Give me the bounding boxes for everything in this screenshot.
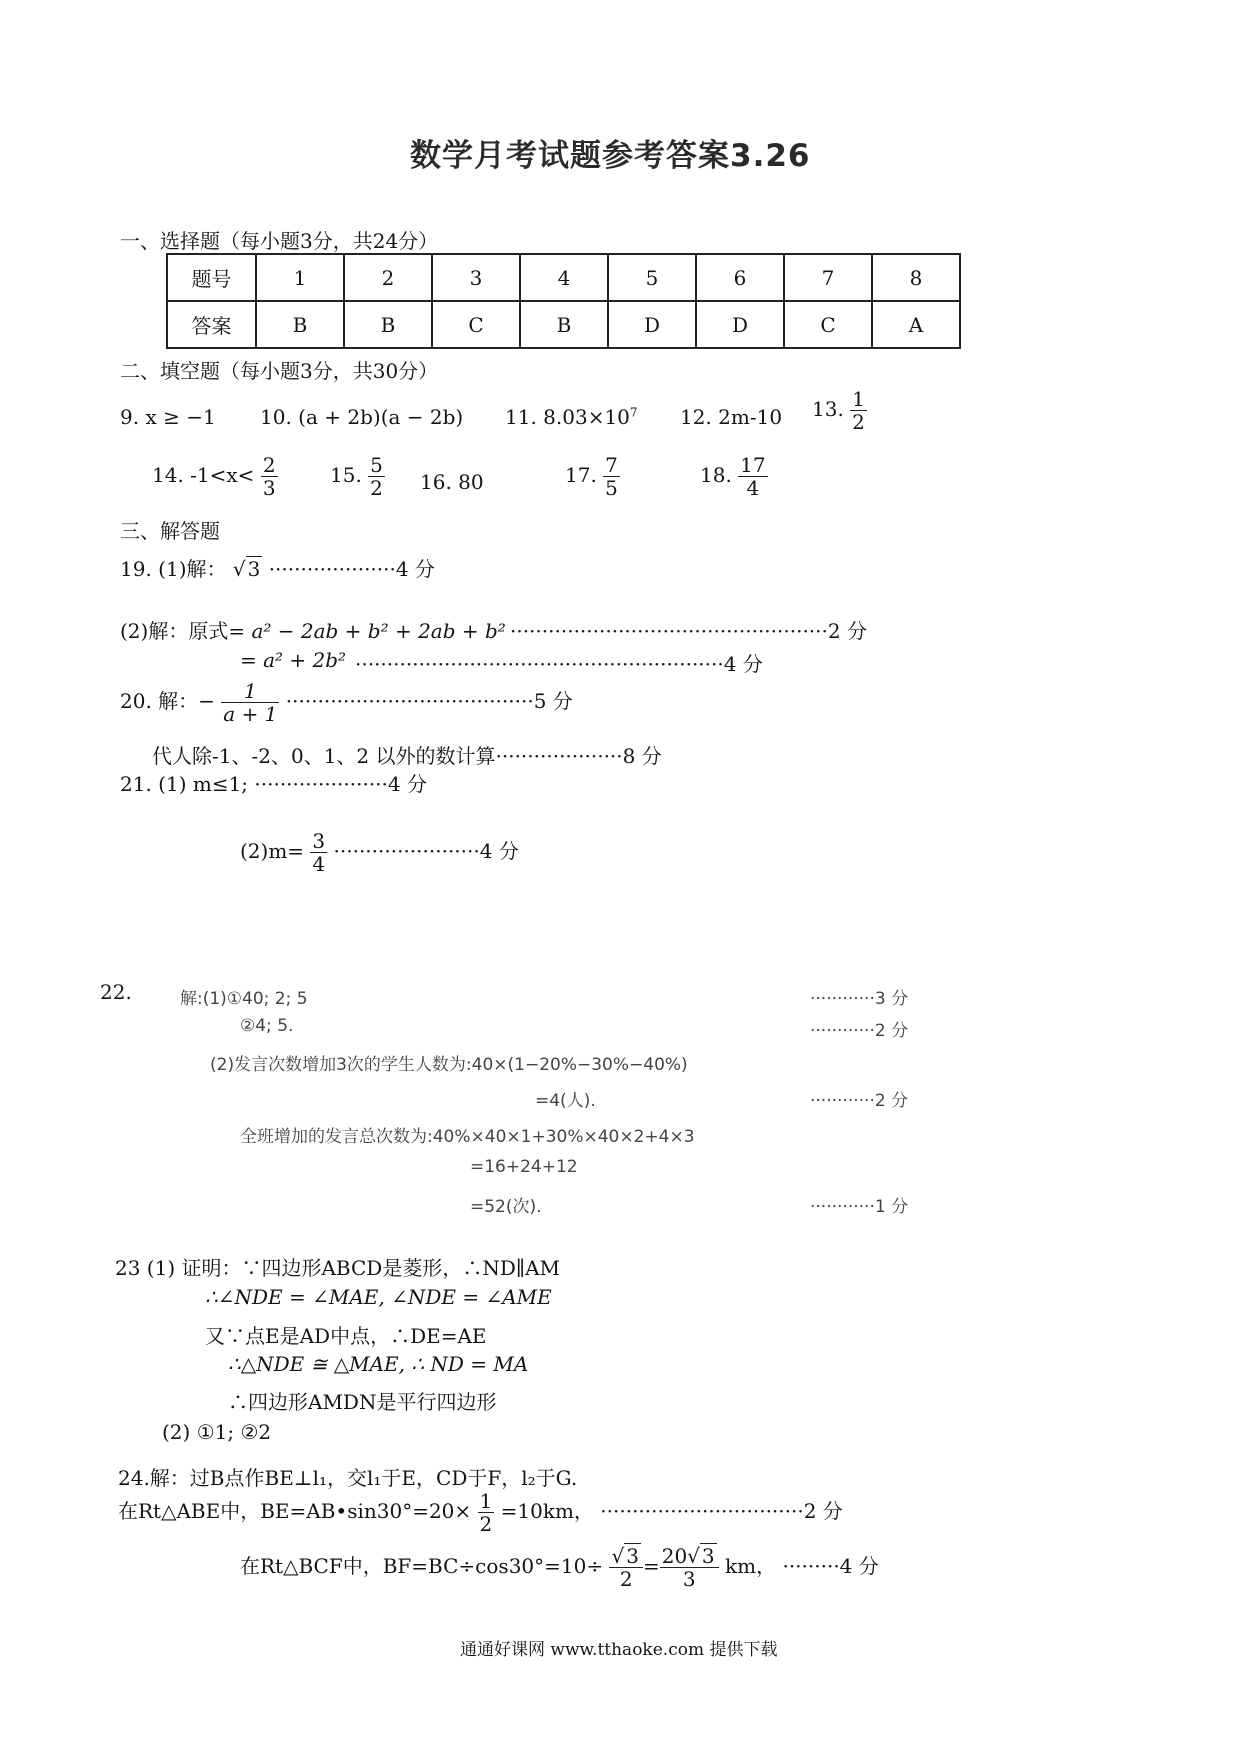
numerator <box>609 1545 642 1567</box>
table-cell: D <box>696 301 784 348</box>
table-cell: 5 <box>608 254 696 301</box>
table-cell: C <box>784 301 872 348</box>
answer-18 <box>700 454 768 499</box>
table-cell: A <box>872 301 960 348</box>
answer-23-line1: 23 (1) 证明：∵四边形ABCD是菱形，∴ND∥AM <box>115 1256 561 1280</box>
answer-19-1-label: 19. (1)解： <box>120 557 227 581</box>
answer-20 <box>120 680 573 725</box>
answer-17-fraction <box>603 454 620 499</box>
points-dots: ································2 分 <box>600 1499 843 1523</box>
answer-23-line3: 又∵点E是AD中点，∴DE=AE <box>205 1324 487 1348</box>
numerator: 1 <box>852 387 865 411</box>
page-title: 数学月考试题参考答案3.26 <box>410 138 811 174</box>
answer-9: 9. x ≥ −1 <box>120 405 216 429</box>
answer-14-label: 14. -1<x< <box>152 463 255 487</box>
table-cell: 6 <box>696 254 784 301</box>
table-cell: 3 <box>432 254 520 301</box>
table-cell: C <box>432 301 520 348</box>
answer-24-fraction <box>478 1490 495 1535</box>
denominator: 3 <box>660 1567 719 1590</box>
section2-heading: 二、填空题（每小题3分，共30分） <box>120 359 439 383</box>
denominator: 5 <box>605 476 618 500</box>
math-expression: a² − 2ab + b² + 2ab + b² <box>251 619 506 643</box>
answer-22-line4: =4(人). <box>535 1091 596 1111</box>
answer-24-fraction <box>660 1545 719 1590</box>
answer-24-text: km， <box>725 1554 777 1578</box>
numerator: 1 <box>479 1489 493 1513</box>
answer-24-line2 <box>118 1490 843 1535</box>
answer-15-label: 15. <box>330 463 362 487</box>
answer-19-2 <box>120 615 506 644</box>
answer-21-2-fraction <box>310 830 327 875</box>
sqrt-symbol: √ 3 <box>611 1544 639 1568</box>
points-dots: ····················4 分 <box>268 557 435 581</box>
answer-20-label: 20. 解：− <box>120 689 215 713</box>
points-dots: ············3 分 <box>810 989 909 1009</box>
table-cell: D <box>608 301 696 348</box>
numerator: 1 <box>243 679 257 703</box>
math-expression: = a² + 2b² <box>240 648 347 672</box>
sqrt-symbol: √ 3 <box>232 557 261 581</box>
radicand: 3 <box>701 1544 715 1568</box>
table-row <box>167 254 960 301</box>
answer-16: 16. 80 <box>420 470 484 494</box>
answer-table <box>166 253 961 349</box>
answer-15-fraction <box>368 454 385 499</box>
points-dots: ············2 分 <box>810 1021 909 1041</box>
numerator: 5 <box>370 453 383 477</box>
answer-12: 12. 2m-10 <box>680 405 783 429</box>
table-cell: B <box>520 301 608 348</box>
table-cell: 1 <box>256 254 344 301</box>
table-cell: 2 <box>344 254 432 301</box>
answer-18-label: 18. <box>700 463 732 487</box>
answer-24-text: 在Rt△ABE中，BE=AB•sin30°=20× <box>118 1499 472 1523</box>
table-cell: 8 <box>872 254 960 301</box>
numerator: 17 <box>740 453 766 477</box>
points-dots: ··························································4 分 <box>355 652 763 676</box>
table-header-ans: 答案 <box>167 301 256 348</box>
answer-13-fraction <box>850 388 867 433</box>
answer-24-text: =10km， <box>500 1499 594 1523</box>
denominator: 2 <box>609 1567 642 1590</box>
answer-20-note: 代人除-1、-2、0、1、2 以外的数计算····················8 分 <box>152 744 662 768</box>
answer-15 <box>330 454 385 499</box>
numerator: 2 <box>262 453 276 477</box>
answer-24-fraction <box>609 1545 642 1590</box>
table-cell: B <box>344 301 432 348</box>
answer-22-line5: 全班增加的发言总次数为:40%×40×1+30%×40×2+4×3 <box>240 1127 695 1147</box>
numerator: 3 <box>312 829 326 853</box>
radicand: 3 <box>626 1544 639 1568</box>
answer-24-line3 <box>240 1545 879 1590</box>
answer-21-2-label: (2)m= <box>240 839 305 863</box>
table-row <box>167 301 960 348</box>
answer-22-line2: ②4; 5. <box>240 1016 294 1036</box>
answer-23-line6: (2) ①1; ②2 <box>162 1420 272 1444</box>
answer-19-1 <box>120 553 435 582</box>
denominator: 2 <box>370 476 383 500</box>
table-cell: B <box>256 301 344 348</box>
answer-24-line1: 24.解：过B点作BE⊥l₁，交l₁于E，CD于F，l₂于G. <box>118 1466 578 1490</box>
answer-22-line6: =16+24+12 <box>470 1157 578 1177</box>
radicand: 3 <box>247 557 261 581</box>
points-dots: ·········4 分 <box>782 1554 879 1578</box>
points-dots: ·······················4 分 <box>333 839 519 863</box>
denominator: 2 <box>479 1512 493 1536</box>
sqrt-symbol: √ 3 <box>687 1544 715 1568</box>
section3-heading: 三、解答题 <box>120 519 220 543</box>
answer-23-line5: ∴四边形AMDN是平行四边形 <box>228 1390 497 1414</box>
denominator: a + 1 <box>223 702 278 726</box>
answer-21-2 <box>240 830 519 875</box>
answer-22-line7: =52(次). <box>470 1197 542 1217</box>
denominator: 2 <box>852 410 865 434</box>
answer-18-fraction <box>738 454 767 499</box>
footer-credit: 通通好课网 www.tthaoke.com 提供下载 <box>460 1640 778 1660</box>
denominator: 4 <box>312 852 326 876</box>
answer-22-line3: (2)发言次数增加3次的学生人数为:40×(1−20%−30%−40%) <box>210 1055 688 1075</box>
answer-14-fraction <box>261 454 278 499</box>
answer-17 <box>565 454 620 499</box>
points-dots: ··················································2 分 <box>510 619 867 643</box>
numerator: 7 <box>605 453 618 477</box>
coefficient: 20 <box>661 1544 688 1568</box>
answer-14 <box>152 454 278 499</box>
answer-11-base: 8.03×10 <box>543 405 630 429</box>
answer-23-line4: ∴△NDE ≅ △MAE, ∴ ND = MA <box>228 1352 529 1376</box>
answer-22-line1: 解:(1)①40; 2; 5 <box>180 989 308 1009</box>
answer-10: 10. (a + 2b)(a − 2b) <box>260 405 464 429</box>
answer-11-exp: 7 <box>629 405 638 420</box>
answer-22-label: 22. <box>100 980 132 1004</box>
answer-13 <box>812 388 867 433</box>
answer-11 <box>505 405 638 429</box>
answer-19-2-label: (2)解：原式= <box>120 619 246 643</box>
points-dots: ············1 分 <box>810 1197 909 1217</box>
equals-sign: = <box>642 1554 660 1578</box>
answer-23-line2: ∴∠NDE = ∠MAE, ∠NDE = ∠AME <box>205 1285 552 1309</box>
table-cell: 7 <box>784 254 872 301</box>
points-dots: ·······································5 分 <box>285 689 573 713</box>
answer-21-1: 21. (1) m≤1; ·····················4 分 <box>120 772 427 796</box>
answer-13-label: 13. <box>812 397 844 421</box>
denominator: 4 <box>738 476 767 499</box>
numerator <box>660 1545 719 1567</box>
points-dots: ············2 分 <box>810 1091 909 1111</box>
section1-heading: 一、选择题（每小题3分，共24分） <box>120 229 439 253</box>
answer-17-label: 17. <box>565 463 597 487</box>
answer-20-fraction <box>221 680 279 725</box>
table-header-num: 题号 <box>167 254 256 301</box>
table-cell: 4 <box>520 254 608 301</box>
denominator: 3 <box>262 476 276 500</box>
answer-24-text: 在Rt△BCF中，BF=BC÷cos30°=10÷ <box>240 1554 604 1578</box>
answer-11-label: 11. <box>505 405 537 429</box>
